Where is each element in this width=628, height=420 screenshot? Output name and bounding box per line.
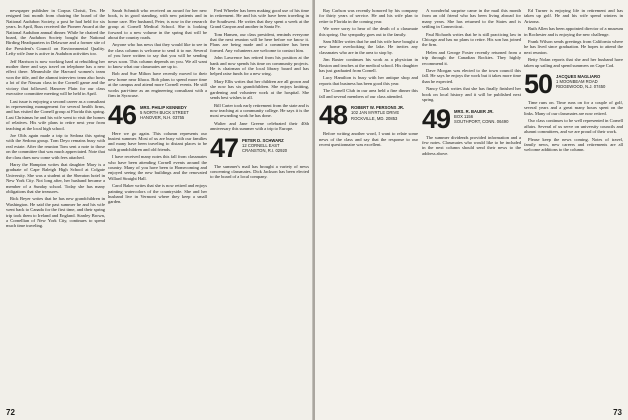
paragraph: Bill Carter took early retirement from the state and is now teaching at a community college. He says it is the most rewarding work he has done. (210, 102, 309, 119)
paragraph: We were sorry to hear of the death of a classmate this spring. Our sympathy goes out to the family. (319, 26, 418, 37)
class-number: 50 (524, 69, 553, 100)
paragraph: newspaper publisher in Corpus Christi, Tex. He resigned last month from chairing the board of the National Audubon Society, a post he had held for six years. In April, Russ received the Pioneer Award at the National Audubon annual dinner. While he chaired the board, the Audubon Society bought the National Birding Headquarters in Delaware and a former site of the President's Council on Environmental Quality. Lefty wife Jane is active in Audubon activities too. (6, 8, 105, 57)
paragraph: Ed Turner is enjoying life in retirement and has taken up golf. He and his wife spend winters in Arizona. (524, 8, 623, 24)
paragraph: Before writing another word, I want to relate some news of the class and say that the response to our recent questionnaire was excellent. (319, 131, 418, 147)
paragraph: A wonderful surprise came in the mail this month from an old friend who has been living abroad for many years. She has returned to the States and is settling in Connecticut. (422, 8, 521, 30)
class-heading-49 (422, 103, 521, 134)
paragraph: Betty Nolan reports that she and her husband have taken up sailing and spend summers on Cape Cod. (524, 57, 623, 68)
paragraph: Harry the Hampton writes that daughter Mary is a graduate of Cape Raleigh High School at Colgate University. She was a student at the Sheraton hotel in New York City. Not long after, her husband became a member of a Sunday school. Today she has many obligations that she treasures. (6, 161, 105, 194)
paragraph: Rick Beyer writes that he has new grandchildren in Washington. He said the past summer he and his wife went back to Canada for the first time, and their spring trip took them to Ireland and England. Stanley Brown, a Cornellian of New York City, continues to spend much time traveling. (6, 196, 105, 229)
paragraph: I have received many notes this fall from classmates who have been attending Cornell events around the country. Many of you have been to Homecoming and enjoyed seeing the new buildings and the renovated Willard Straight Hall. (108, 154, 207, 181)
address-line: ROCKVILLE, MD. 20853 (351, 115, 398, 121)
class-heading-46 (108, 99, 207, 130)
right-column-3 (524, 8, 623, 406)
class-correspondent-address (140, 103, 189, 121)
class-heading-50 (524, 69, 623, 100)
paragraph: Frank Wilson sends greetings from California where he has lived since graduation. He hopes to attend the next reunion. (524, 39, 623, 55)
paragraph: Walter and Jane Greene celebrated their 40th anniversary this summer with a trip to Europe. (210, 120, 309, 132)
page-number: 72 (6, 408, 15, 417)
paragraph: Paul Richards writes that he is still practicing law in Chicago and has no plans to retire. His son has joined the firm. (422, 31, 521, 48)
paragraph: The summer dividends provided information and a few notes. Classmates who would like to be included in the next column should send their news to the address above. (422, 134, 521, 156)
left-column-3 (210, 8, 309, 406)
paragraph: Please keep the news coming. Notes of travel, family news, new careers and retirements are all welcome additions to the column. (524, 136, 623, 153)
class-heading-47 (210, 132, 309, 163)
paragraph: Bob and Sue Milton have recently moved to their new home near Ithaca. Bob plans to spend more time at the campus and attend more Cornell events. He still works part-time as an engineering consultant with a firm in Syracuse. (108, 71, 207, 99)
paragraph: Jim Baxter continues his work as a physician in Boston and teaches at the medical school. His daughter has just graduated from Cornell. (319, 57, 418, 74)
class-correspondent-address (242, 136, 287, 154)
paragraph: Ray Carlson was recently honored by his company for thirty years of service. He and his wife plan to retire to Florida in the coming year. (319, 8, 418, 24)
address-line: 12 CORNELL EAST (242, 142, 280, 148)
left-column-1 (6, 8, 105, 406)
paragraph: Time runs on. Time runs on for a couple of golf, several years and a great many hours spent on the links. Many of our classmates are now retired. (524, 100, 623, 116)
paragraph: Jeff Harrison is now working hard at rebuilding her mother there and says travel on telephone has a new effect there. Meanwhile the Harvard women's team won the title, and the alumni interview team also hosts a lot of the Nassau class in the Cornell game and the victory that followed. Hanover Plain for our class executive committee meeting will be held in April. (6, 58, 105, 97)
class-heading-48 (319, 100, 418, 131)
paragraph: Our class continues to be well represented in Cornell affairs. Several of us serve on university councils and alumni committees, and we are proud of their work. (524, 118, 623, 135)
class-correspondent-address (351, 103, 404, 121)
paragraph: The summer's mail has brought a variety of news concerning classmates. Dick Jackson has been elected to the board of a local company. (210, 163, 309, 180)
left-page (0, 0, 313, 420)
paragraph: Dave Morgan was elected to the town council this fall. He says he enjoys the work but it takes more time than he expected. (422, 68, 521, 84)
class-number: 47 (210, 132, 239, 163)
right-column-1 (319, 8, 418, 406)
paragraph: Sam Miller writes that he and his wife have bought a new home overlooking the lake. He invites any classmates who are in the area to stop by. (319, 39, 418, 55)
paragraph: Tom Hansen, our class president, reminds everyone that the next reunion will be here before we know it. Plans are being made and a committee has been formed. Any volunteers are welcome to contact him. (210, 31, 309, 53)
paragraph: Carol Baker writes that she is now retired and enjoys painting watercolors of the countryside. She and her husband live in Vermont where they keep a small garden. (108, 183, 207, 205)
paragraph: Anyone who has news that they would like to see in the class column is welcome to send it to me. Several of you have written to say that you will be sending news soon. This column depends on you. We all want to know what our classmates are up to. (108, 42, 207, 70)
paragraph: Ruth Allen has been appointed director of a museum in Rochester and is enjoying the new challenge. (524, 26, 623, 37)
correspondent-name: JACQUES MAGLIARO (556, 74, 601, 80)
paragraph: John Lawrence has retired from his position at the bank and now spends his time on community projects. He is chairman of the local library board and has helped raise funds for a new wing. (210, 55, 309, 77)
address-line: SOUTHPORT, CONN. 06490 (454, 118, 509, 124)
paragraph: Nancy Clark writes that she has finally finished her book on local history and it will be published next spring. (422, 86, 521, 103)
paragraph: Lucy Hamilton is busy with her antique shop and reports that business has been good this year. (319, 75, 418, 86)
paragraph: Sarah Schmidt who received an award for her new book, is in good standing, with new patients and in home care. Her husband, Peter, is now in the research group at Cornell Medical School. She is looking forward to a new volume in the spring that will be about the country roads. (108, 8, 207, 41)
paragraph: Mary Ellis writes that her children are all grown and she now has six grandchildren. She enjoys knitting, gardening and volunteer work at the hospital. She sends best wishes to all. (210, 78, 309, 101)
correspondent-name: PETER D. SCHWARZ (242, 137, 284, 143)
paragraph: Fred Wheeler has been making good use of his time in retirement. He and his wife have been traveling in the Southwest. He writes that they spent a week at the Grand Canyon and another in Santa Fe. (210, 8, 309, 30)
correspondent-name: ROBERT W. PERSONS JR. (351, 105, 405, 111)
paragraph: The Cornell Club in our area held a fine dinner this fall and several members of our class attended. (319, 88, 418, 99)
paragraph: Helen and George Foster recently returned from a trip through the Canadian Rockies. They highly recommend it. (422, 49, 521, 66)
class-correspondent-address (556, 72, 605, 90)
address-line: HANOVER, N.H. 03755 (140, 114, 185, 120)
right-column-2 (422, 8, 521, 406)
correspondent-name: MRS. PHILIP KENNEDY (140, 104, 187, 110)
right-page (315, 0, 628, 420)
correspondent-name: MRS. R. BAUER JR. (454, 108, 494, 114)
address-line: BOX 1156 (454, 113, 474, 119)
address-line: RIDGEWOOD, N.J. 07450 (556, 84, 606, 90)
class-correspondent-address (454, 107, 508, 125)
paragraph: Joe Olds again made a trip to Sedona this spring with the Sedona group. Tom Deyo remains busy with real estate. After the reunion Tom sent a note to those on the committee that was much appreciated. Note that the class dues now come with fees attached. (6, 132, 105, 160)
class-number: 48 (319, 100, 348, 131)
address-line: 102 JAN MYRTLE DRIVE (351, 110, 400, 116)
class-number: 49 (422, 103, 451, 134)
address-line: 5 NORTH BUCK STREET (140, 109, 189, 115)
paragraph: Last issue is enjoying a second career as a consultant in representing management for several health firms, and has visited the Cornell group at Florida this spring. Last Christmas he and his wife went to visit the homes of relatives. His wife plans to retire next year from teaching at the local high school. (6, 98, 105, 131)
left-column-2 (108, 8, 207, 406)
paragraph: Here we go again. This column represents our busiest summer. Most of us are busy with our families and many have been traveling to distant places to be with grandchildren and old friends. (108, 130, 207, 152)
class-number: 46 (108, 99, 137, 130)
page-number: 73 (613, 408, 622, 417)
address-line: 1 MOONBEAM ROAD (556, 79, 598, 85)
address-line: CRANSTON, R.I. 02920 (242, 147, 288, 153)
